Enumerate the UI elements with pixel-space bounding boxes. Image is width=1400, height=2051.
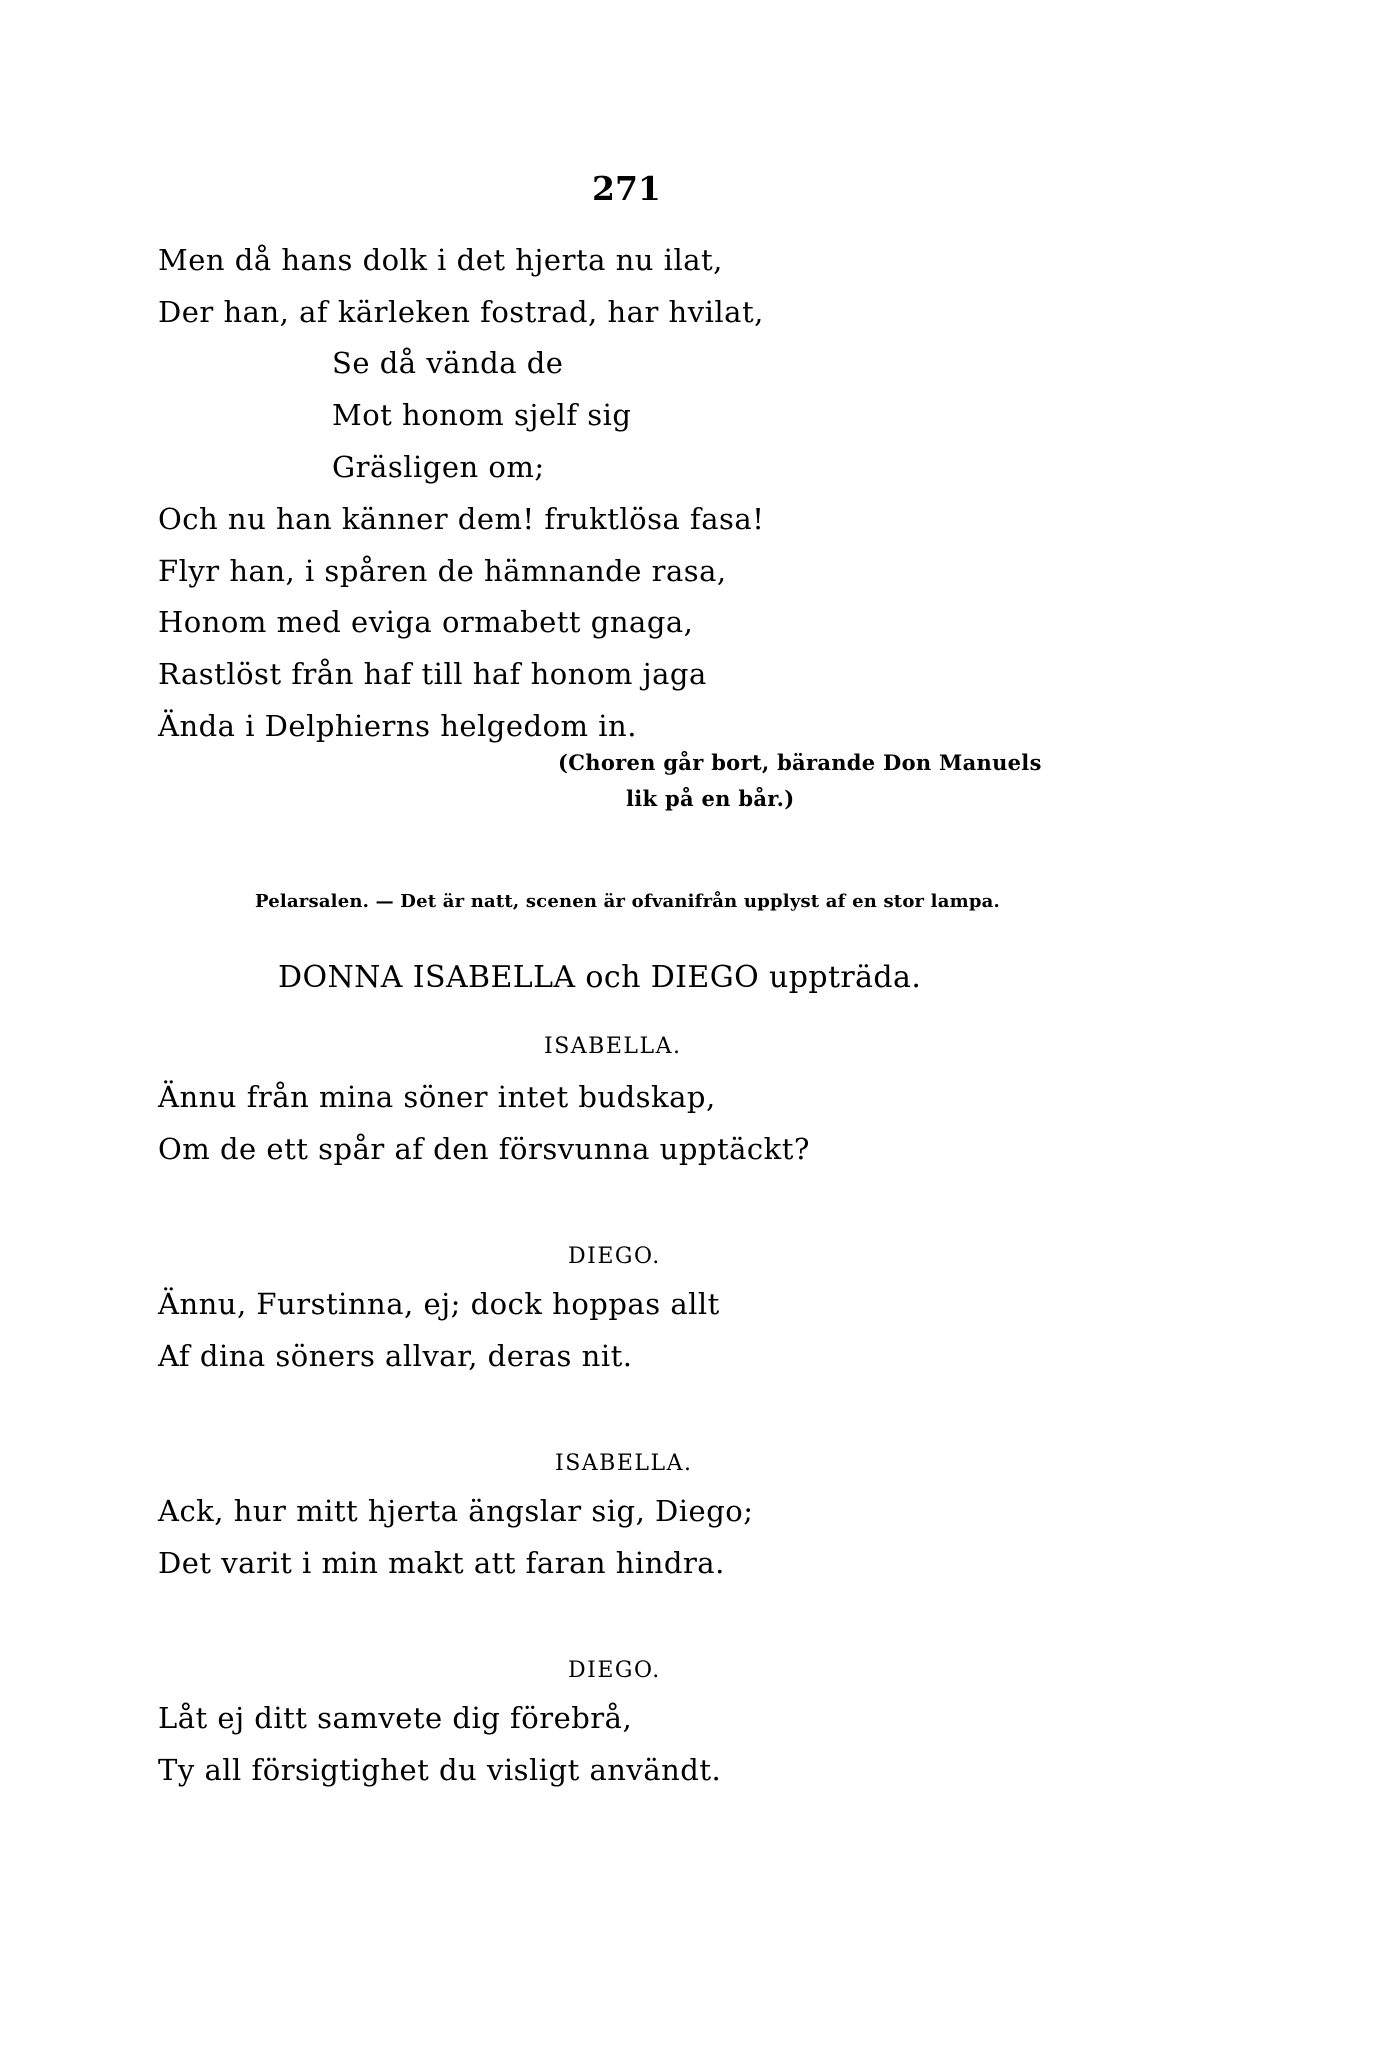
stage-direction-line: lik på en bår.) [626, 786, 795, 811]
speaker-name: DIEGO. [568, 1658, 661, 1683]
scene-description: Pelarsalen. — Det är natt, scenen är ofvanifrån upplyst af en stor lampa. [255, 891, 1000, 912]
verse-line: Rastlöst från haf till haf honom jaga [158, 657, 707, 691]
verse-line: Och nu han känner dem! fruktlösa fasa! [158, 502, 765, 536]
speaker-name: DIEGO. [568, 1244, 661, 1269]
dialogue-line: Låt ej ditt samvete dig förebrå, [158, 1701, 633, 1735]
speaker-name: ISABELLA. [555, 1451, 693, 1476]
dialogue-line: Om de ett spår af den försvunna upptäckt? [158, 1132, 810, 1166]
verse-line: Mot honom sjelf sig [332, 398, 632, 432]
verse-line: Men då hans dolk i det hjerta nu ilat, [158, 243, 723, 277]
verse-line: Der han, af kärleken fostrad, har hvilat, [158, 295, 764, 329]
dialogue-line: Af dina söners allvar, deras nit. [158, 1339, 633, 1373]
dialogue-line: Ännu, Furstinna, ej; dock hoppas allt [158, 1287, 720, 1321]
stage-direction-line: (Choren går bort, bärande Don Manuels [558, 750, 1042, 775]
dialogue-line: Det varit i min makt att faran hindra. [158, 1546, 725, 1580]
dialogue-line: Ack, hur mitt hjerta ängslar sig, Diego; [158, 1494, 754, 1528]
page-number: 271 [592, 169, 661, 208]
verse-line: Honom med eviga ormabett gnaga, [158, 605, 694, 639]
dialogue-line: Ty all försigtighet du visligt användt. [158, 1753, 722, 1787]
speaker-name: ISABELLA. [544, 1034, 682, 1059]
verse-line: Ända i Delphierns helgedom in. [158, 709, 637, 743]
verse-line: Se då vända de [332, 346, 564, 380]
verse-line: Gräsligen om; [332, 450, 545, 484]
verse-line: Flyr han, i spåren de hämnande rasa, [158, 554, 727, 588]
dialogue-line: Ännu från mina söner intet budskap, [158, 1080, 716, 1114]
scene-entrance: DONNA ISABELLA och DIEGO uppträda. [278, 960, 922, 995]
